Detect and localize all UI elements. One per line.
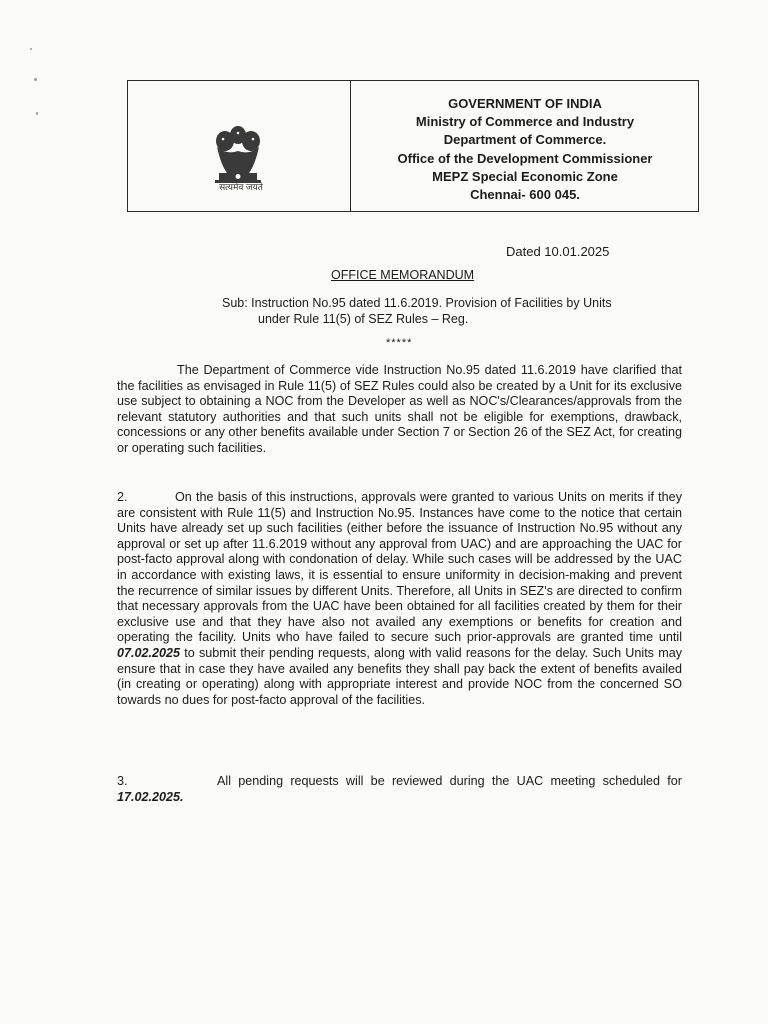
org-line-department: Department of Commerce.	[443, 132, 607, 148]
paragraph-1: The Department of Commerce vide Instruction No.95 dated 11.6.2019 have clarified that the facilities as envisaged in Rule 11(5) of SEZ Rules could also be created by a Unit for its exclusive use subject to obtaining a NOC from the Developer as well as NOC's/Clearances/approvals from the relevant statutory authorities and that such units shall not be eligible for exemptions, drawback, concessions or any other benefits available under Section 7 or Section 26 of the SEZ Act, for creating or operating such facilities.	[117, 363, 682, 455]
scan-speck	[36, 112, 38, 115]
subject-line-1: Sub: Instruction No.95 dated 11.6.2019. Provision of Facilities by Units	[222, 296, 612, 310]
memo-title: OFFICE MEMORANDUM	[331, 268, 475, 282]
letterhead-box	[127, 80, 699, 212]
national-emblem-icon	[203, 121, 273, 207]
organization-heading	[352, 95, 698, 204]
meeting-date: 17.02.2025.	[117, 789, 184, 804]
org-line-office: Office of the Development Commissioner	[397, 150, 653, 166]
paragraph-2-text-b: to submit their pending requests, along with valid reasons for the delay. Such Units may ensure that in case they have availed any benefits they shall pay back the extent of benefits availed (in creating or operating) along with appropriate interest and provide NOC from the concerned SO towards no dues for post-facto approval of the facilities.	[117, 645, 682, 707]
section-separator: *****	[386, 337, 413, 349]
paragraph-3-text: All pending requests will be reviewed during the UAC meeting scheduled for	[217, 774, 682, 788]
memo-date: Dated 10.01.2025	[506, 244, 610, 259]
scan-speck	[34, 78, 37, 81]
paragraph-2	[117, 490, 682, 708]
memo-subject	[222, 295, 692, 327]
subject-line-2: under Rule 11(5) of SEZ Rules – Reg.	[258, 312, 469, 326]
paragraph-number: 2.	[117, 490, 128, 504]
paragraph-3	[117, 774, 682, 805]
scan-speck	[30, 48, 32, 50]
org-line-city: Chennai- 600 045.	[470, 187, 580, 203]
deadline-date: 07.02.2025	[117, 645, 181, 660]
paragraph-2-text-a: On the basis of this instructions, approvals were granted to various Units on merits if they are consistent with Rule 11(5) and Instruction No.95. Instances have come to the notice that certain Units have already set up such facilities (either before the issuance of Instruction No.95 without any approval or set up after 11.6.2019 without any approval from UAC) and are approaching the UAC for post-facto approval along with condonation of delay. While such cases will be addressed by the UAC in accordance with existing laws, it is essential to ensure uniformity in decision-making and prevent the recurrence of similar issues by different Units. Therefore, all Units in SEZ's are directed to confirm that necessary approvals from the UAC have been obtained for all facilities created by them for their exclusive use and that they have also not availed any exemptions or benefits for creation and operating the facility. Units who have failed to secure such prior-approvals are granted time until	[117, 490, 682, 645]
paragraph-number: 3.	[117, 774, 128, 788]
letterhead-divider	[350, 81, 351, 211]
emblem-motto: सत्यमेव जयते	[219, 182, 263, 192]
org-line-zone: MEPZ Special Economic Zone	[432, 168, 618, 184]
org-line-government: GOVERNMENT OF INDIA	[448, 96, 602, 111]
org-line-ministry: Ministry of Commerce and Industry	[415, 114, 635, 130]
